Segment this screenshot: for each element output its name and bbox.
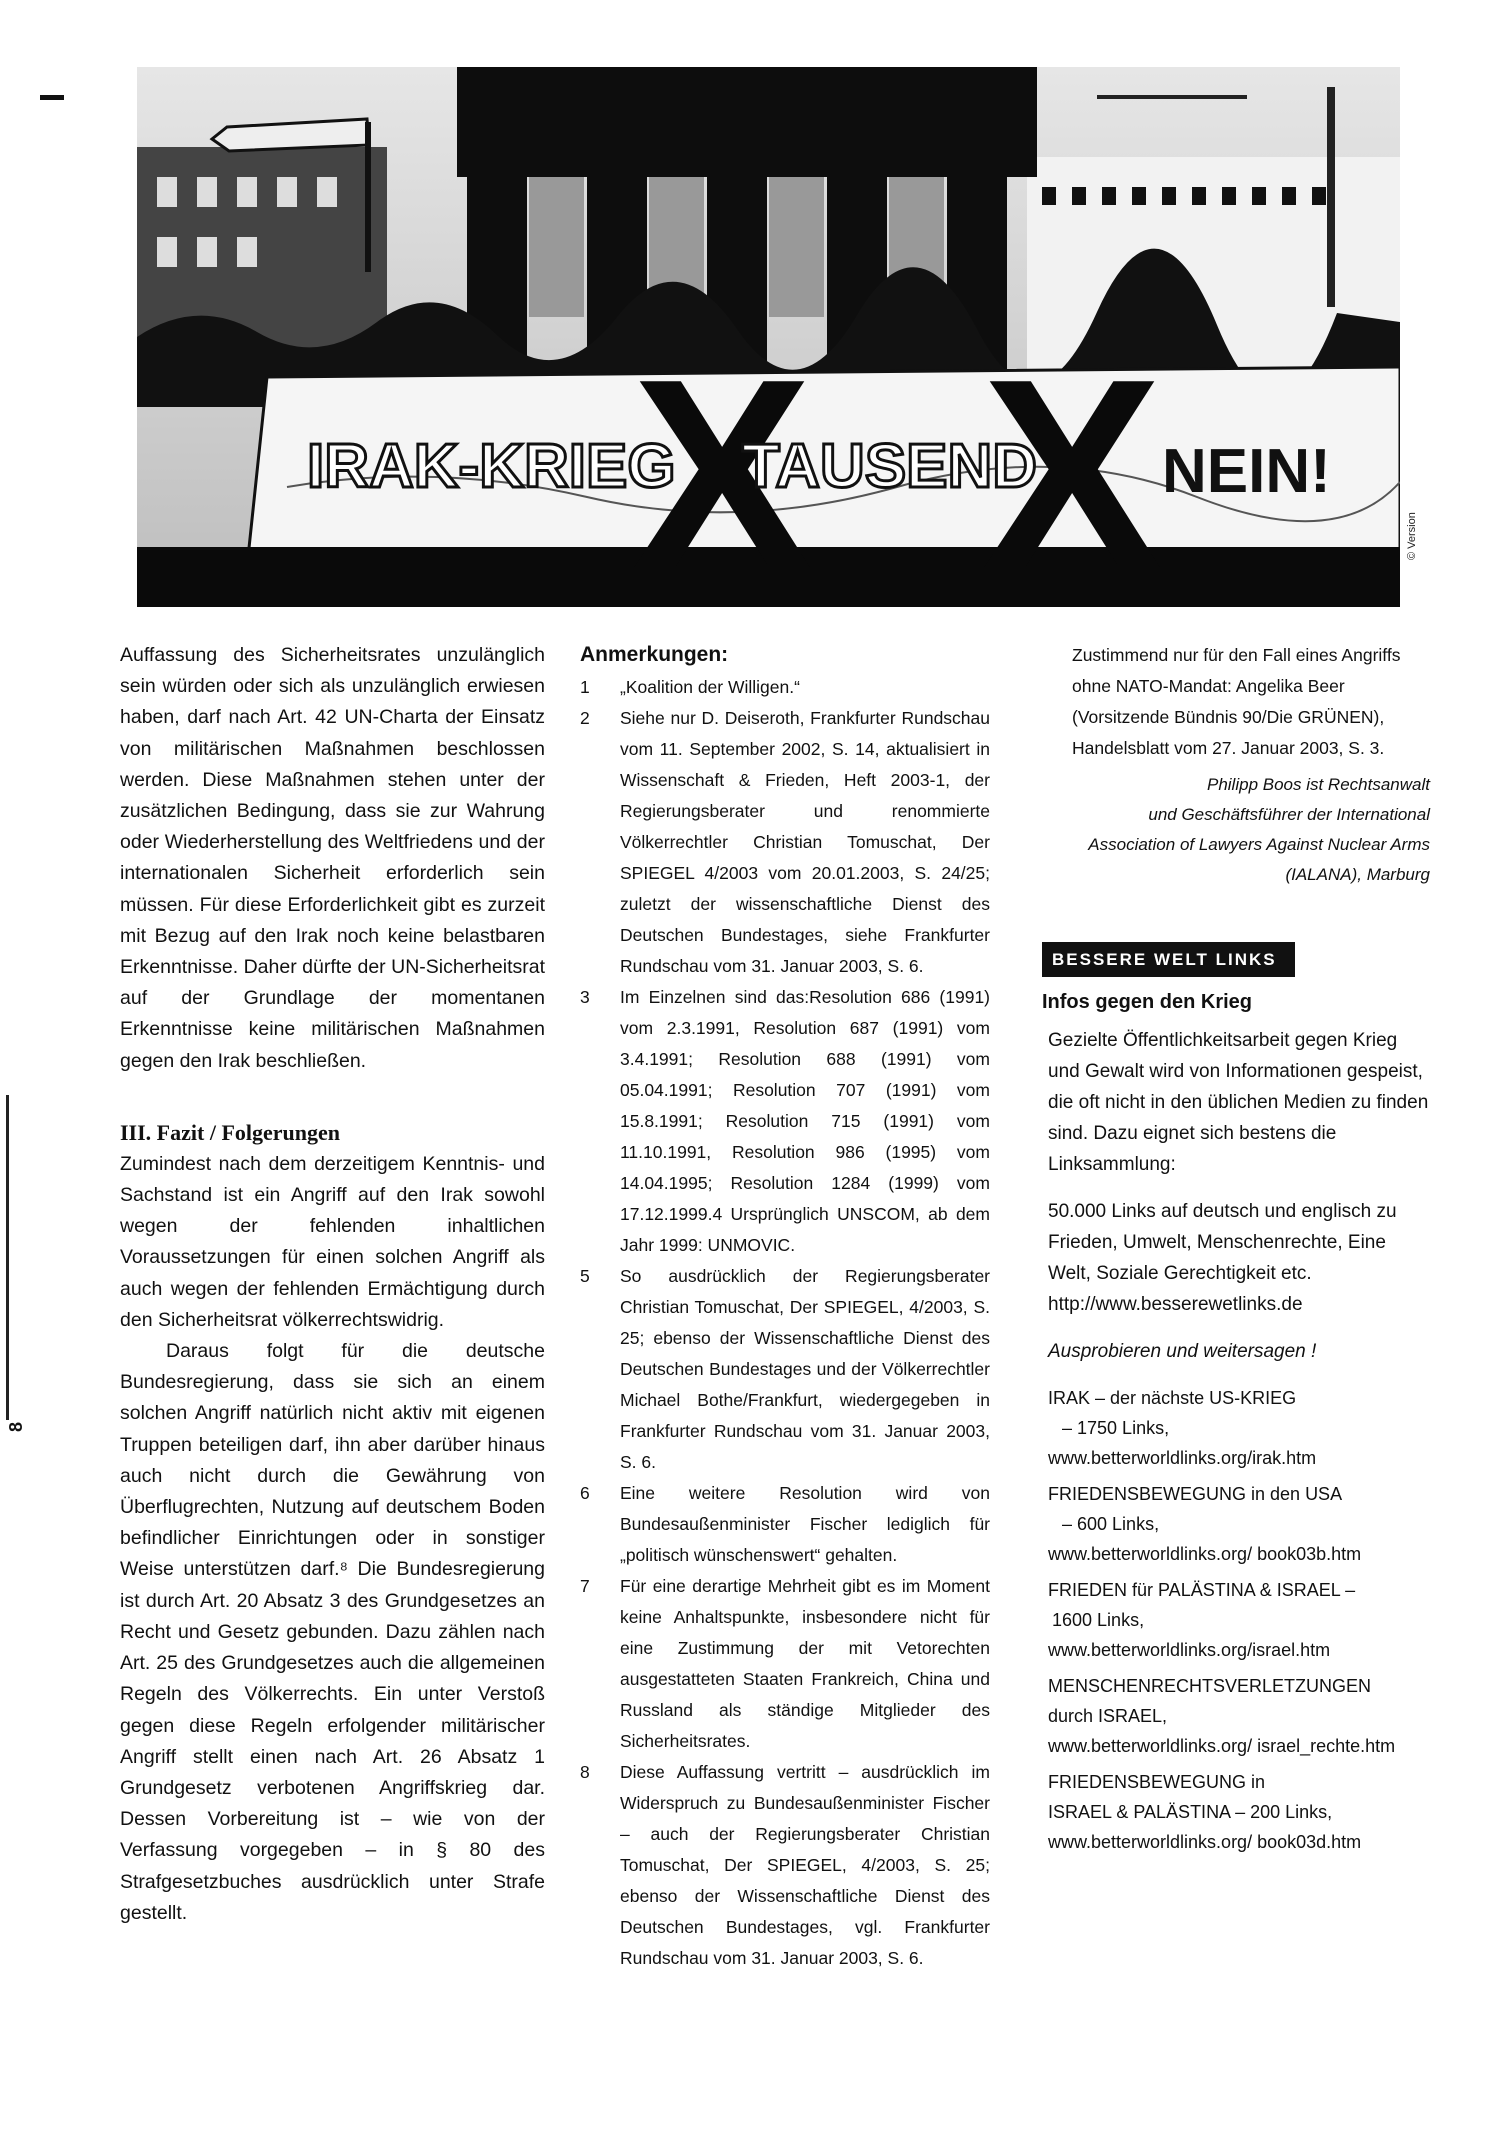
note-text: „Koalition der Willigen.“ [620, 677, 800, 697]
try-text: Ausprobieren und weitersagen ! [1048, 1341, 1317, 1363]
note-item [580, 1571, 990, 1757]
link-title: MENSCHENRECHTSVERLETZUNGEN [1048, 1676, 1372, 1697]
margin-strip [6, 1095, 19, 1420]
collection-description [1048, 1196, 1430, 1320]
note-number: 1 [580, 677, 590, 697]
notes-heading: Anmerkungen: [580, 643, 729, 666]
link-entry [1048, 1479, 1430, 1569]
link-entry [1048, 1383, 1430, 1473]
link-url[interactable]: www.betterworldlinks.org/irak.htm [1048, 1448, 1317, 1469]
banner-x-2: X [981, 324, 1163, 607]
collection-text: 50.000 Links auf deutsch und englisch zu Frieden, Umwelt, Menschenrechte, Eine Welt, Soziale Gerechtigkeit etc. [1048, 1201, 1397, 1285]
right-column [1030, 640, 1430, 1863]
note-text: Für eine derartige Mehrheit gibt es im Moment keine Anhaltspunkte, insbesondere nicht für eine Zustimmung der mit Vetorechten ausgestatteten Staaten Frankreich, China und Russland als ständige Mitglieder des Sicherheitsrates. [620, 1576, 990, 1751]
link-title: FRIEDENSBEWEGUNG in den USA [1048, 1484, 1343, 1505]
link-count: ISRAEL & PALÄSTINA – 200 Links, [1048, 1802, 1333, 1823]
banner-word-3: NEIN! [1162, 437, 1331, 506]
link-url[interactable]: www.betterworldlinks.org/ book03b.htm [1048, 1544, 1362, 1565]
link-url[interactable]: www.betterworldlinks.org/ israel_rechte.htm [1048, 1736, 1396, 1757]
note-text: So ausdrücklich der Regierungsberater Christian Tomuschat, Der SPIEGEL, 4/2003, S. 25; ebenso der Wissenschaftliche Dienst des Deutschen Bundestages und der Völkerrechtler Michael Bothe/Frankfurt, wiedergegeben in Frankfurter Rundschau vom 31. Januar 2003, S. 6. [620, 1266, 990, 1472]
note-text: Siehe nur D. Deiseroth, Frankfurter Rundschau vom 11. September 2002, S. 14, aktualisiert in Wissenschaft & Frieden, Heft 2003-1, der Regierungsberater und renommierte Völkerrechtler Christian Tomuschat, Der SPIEGEL 4/2003 vom 20.01.2003, S. 24/25; zuletzt der wissenschaftliche Dienst des Deutschen Bundestages, siehe Frankfurter Rundschau vom 31. Januar 2003, S. 6. [620, 708, 990, 976]
photo-credit: © Version [1406, 512, 1418, 560]
collection-link[interactable]: http://www.besserewetlinks.de [1048, 1294, 1303, 1316]
note-item [580, 1757, 990, 1974]
section-badge: BESSERE WELT LINKS [1042, 942, 1295, 977]
paragraph: Auffassung des Sicherheitsrates unzulänglich sein würden oder sich als unzulänglich erwiesen haben, darf nach Art. 42 UN-Charta der Einsatz von militärischen Maßnahmen beschlossen werden. Diese Maßnahmen stehen unter der zusätzlichen Bedingung, dass sie zur Wahrung oder Wiederherstellung des Weltfriedens und der internationalen Sicherheit erforderlich sein müssen. Für diese Erforderlichkeit gibt es zurzeit mit Bezug auf den Irak noch keine belastbaren Erkenntnisse. Daher dürfte der UN-Sicherheitsrat auf der Grundlage der momentanen Erkenntnisse keine militärischen Maßnahmen gegen den Irak beschließen. [120, 644, 545, 1072]
author-line: Philipp Boos ist Rechtsanwalt [1206, 775, 1430, 794]
corner-mark [40, 95, 64, 100]
note-number: 7 [580, 1576, 590, 1596]
link-entry [1048, 1671, 1430, 1761]
paragraph: Zumindest nach dem derzeitigem Kenntnis- und Sachstand ist ein Angriff auf den Irak sowohl wegen der fehlenden inhaltlichen Voraussetzungen für einen solchen Angriff als auch wegen der fehlenden Ermächtigung durch den Sicherheitsrat völkerrechtswidrig. [120, 1152, 545, 1331]
main-text-column [120, 640, 545, 1929]
link-url[interactable]: www.betterworldlinks.org/israel.htm [1048, 1640, 1331, 1661]
note-number: 2 [580, 708, 590, 728]
link-count: – 600 Links, [1062, 1514, 1160, 1535]
banner-word-2: TAUSEND [742, 432, 1038, 501]
link-count: 1600 Links, [1052, 1610, 1145, 1631]
note-item [580, 703, 990, 982]
note-item [580, 1478, 990, 1571]
note-number: 5 [580, 1266, 590, 1286]
author-line: und Geschäftsführer der International [1148, 805, 1430, 824]
protest-photo [137, 67, 1400, 607]
link-entry [1048, 1575, 1430, 1665]
note-text: Im Einzelnen sind das:Resolution 686 (1991) vom 2.3.1991, Resolution 687 (1991) vom 3.4.1991; Resolution 688 (1991) vom 05.04.1991; Resolution 707 (1991) vom 15.8.1991; Resolution 715 (1991) vom 11.10.1991, Resolution 986 (1995) vom 14.04.1995; Resolution 1284 (1999) vom 17.12.1999.4 Ursprünglich UNSCOM, ab dem Jahr 1999: UNMOVIC. [620, 987, 990, 1255]
link-entry [1048, 1767, 1430, 1857]
link-count: durch ISRAEL, [1048, 1706, 1168, 1727]
note-item [580, 982, 990, 1261]
paragraph: Daraus folgt für die deutsche Bundesregierung, dass sie sich an einem solchen Angriff natürlich nicht aktiv mit eigenen Truppen beteiligen darf, ihn aber darüber hinaus auch nicht durch die Gewährung von Überflugrechten, Nutzung auf deutschem Boden befindlicher Einrichtungen oder in sonstiger Weise unterstützen darf.⁸ Die Bundesregierung ist durch Art. 20 Absatz 3 des Grundgesetzes an Recht und Gesetz gebunden. Dazu zählen nach Art. 25 des Grundgesetzes auch die allgemeinen Regeln des Völkerrechts. Ein unter Verstoß gegen diese Regeln erfolgender militärischer Angriff stellt einen nach Art. 26 Absatz 1 Grundgesetz verbotenen Angriffskrieg dar. Dessen Vorbereitung ist – wie von der Verfassung vorgegeben – in § 80 des Strafgesetzbuches ausdrücklich unter Strafe gestellt. [120, 1340, 545, 1924]
note-item [580, 1261, 990, 1478]
note-text: Eine weitere Resolution wird von Bundesaußenminister Fischer lediglich für „politisch wünschenswert“ gehalten. [620, 1483, 990, 1565]
author-bio [1030, 770, 1430, 890]
note-number: 3 [580, 987, 590, 1007]
note-number: 8 [580, 1762, 590, 1782]
link-count: – 1750 Links, [1062, 1418, 1170, 1439]
note-number: 6 [580, 1483, 590, 1503]
author-line: Association of Lawyers Against Nuclear Arms [1088, 835, 1430, 854]
page-number: 8 [6, 1421, 26, 1432]
note-continued: Zustimmend nur für den Fall eines Angriffs ohne NATO-Mandat: Angelika Beer (Vorsitzende Bündnis 90/Die GRÜNEN), Handelsblatt vom 27. Januar 2003, S. 3. [1072, 645, 1401, 758]
banner-word-1: IRAK-KRIEG [307, 432, 676, 501]
box-intro: Gezielte Öffentlichkeitsarbeit gegen Krieg und Gewalt wird von Informationen gespeist, die oft nicht in den üblichen Medien zu finden sind. Dazu eignet sich bestens die Linksammlung: [1048, 1030, 1429, 1176]
note-item [580, 672, 990, 703]
section-heading: III. Fazit / Folgerungen [120, 1119, 340, 1145]
link-title: FRIEDEN für PALÄSTINA & ISRAEL – [1048, 1580, 1356, 1601]
link-url[interactable]: www.betterworldlinks.org/ book03d.htm [1048, 1832, 1362, 1853]
author-line: (IALANA), Marburg [1285, 865, 1430, 884]
notes-column [580, 640, 990, 1974]
note-text: Diese Auffassung vertritt – ausdrücklich im Widerspruch zu Bundesaußenminister Fischer – auch der Regierungsberater Christian Tomuschat, Der SPIEGEL, 4/2003, S. 25; ebenso der Wissenschaftliche Dienst des Deutschen Bundestages, vgl. Frankfurter Rundschau vom 31. Januar 2003, S. 6. [620, 1762, 990, 1968]
photo-illustration [137, 67, 1400, 607]
link-title: FRIEDENSBEWEGUNG in [1048, 1772, 1266, 1793]
box-heading: Infos gegen den Krieg [1042, 991, 1253, 1014]
links-box [1048, 1025, 1430, 1857]
link-title: IRAK – der nächste US-KRIEG [1048, 1388, 1297, 1409]
banner-x-1: X [631, 324, 813, 607]
